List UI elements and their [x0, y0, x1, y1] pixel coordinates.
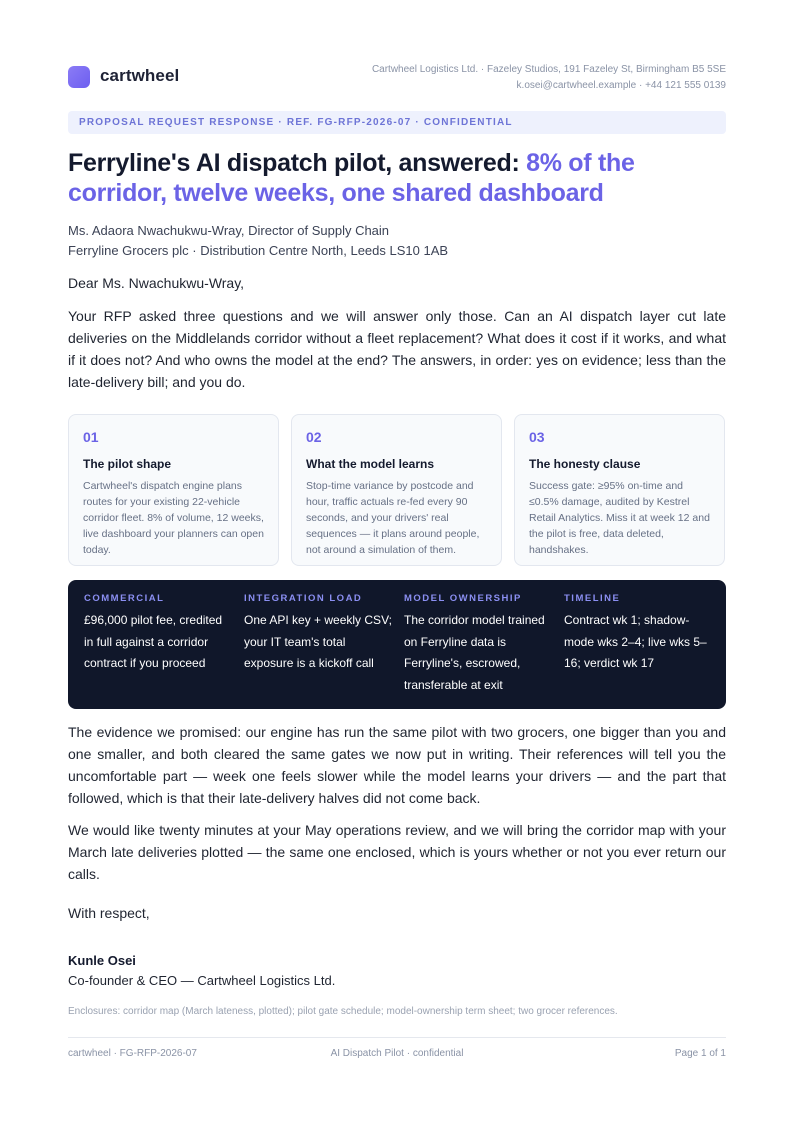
- title-accent: 8% of the corridor, twelve weeks, one shared dashboard: [68, 149, 635, 207]
- recipient-block: [68, 221, 448, 261]
- term-label: INTEGRATION LOAD: [244, 593, 363, 604]
- footer-reference: cartwheel · FG-RFP-2026-07: [68, 1048, 197, 1059]
- page-title: [68, 148, 726, 208]
- term-integration: [244, 593, 394, 675]
- reference-ribbon: PROPOSAL REQUEST RESPONSE · REF. FG-RFP-2026-07 · CONFIDENTIAL: [68, 111, 726, 134]
- salutation: Dear Ms. Nwachukwu-Wray,: [68, 275, 245, 291]
- recipient-name: Ms. Adaora Nwachukwu-Wray, Director of Supply Chain: [68, 223, 390, 238]
- sender-contact: k.osei@cartwheel.example · +44 121 555 0139: [516, 80, 726, 91]
- term-label: MODEL OWNERSHIP: [404, 593, 522, 604]
- terms-band: [68, 580, 726, 709]
- card-number: 02: [306, 429, 322, 445]
- card-body: Stop-time variance by postcode and hour, traffic actuals re-fed every 90 seconds, and your drivers' real sequences — it plans around people, not around a simulation of them.: [306, 480, 480, 556]
- term-text: The corridor model trained on Ferryline data is Ferryline's, escrowed, transferable at exit: [404, 613, 545, 692]
- card-title: The pilot shape: [83, 457, 172, 471]
- term-commercial: [84, 593, 234, 675]
- signatory-role: Co-founder & CEO — Cartwheel Logistics Ltd.: [68, 973, 336, 988]
- card-title: The honesty clause: [529, 457, 641, 471]
- page-footer: [68, 1048, 726, 1062]
- recipient-address: Ferryline Grocers plc · Distribution Centre North, Leeds LS10 1AB: [68, 243, 449, 258]
- term-text: Contract wk 1; shadow-mode wks 2–4; live wks 5–16; verdict wk 17: [564, 613, 707, 670]
- card-model-learns: [291, 414, 502, 566]
- term-label: TIMELINE: [564, 593, 621, 604]
- term-text: One API key + weekly CSV; your IT team's total exposure is a kickoff call: [244, 613, 392, 670]
- card-body: Success gate: ≥95% on-time and ≤0.5% damage, audited by Kestrel Retail Analytics. Miss it at week 12 and the pilot is free, data deleted, handshakes.: [529, 480, 710, 556]
- card-title: What the model learns: [306, 457, 435, 471]
- enclosures-note: Enclosures: corridor map (March lateness, plotted); pilot gate schedule; model-ownership term sheet; two grocer references.: [68, 1006, 618, 1017]
- term-label: COMMERCIAL: [84, 593, 165, 604]
- card-body: Cartwheel's dispatch engine plans routes for your existing 22-vehicle corridor fleet. 8% of volume, 12 weeks, live dashboard your planners can open today.: [83, 480, 264, 556]
- card-number: 01: [83, 429, 99, 445]
- sender-address: Cartwheel Logistics Ltd. · Fazeley Studios, 191 Fazeley St, Birmingham B5 5SE: [371, 64, 726, 75]
- signatory-name: Kunle Osei: [68, 953, 136, 968]
- brand-name: cartwheel: [100, 66, 180, 85]
- term-timeline: [564, 593, 712, 675]
- evidence-paragraph: The evidence we promised: our engine has run the same pilot with two grocers, one bigger than you and one smaller, and both cleared the same gates we now put in writing. Their references will tell you the uncomfortable part — week one feels slower while the model learns your drivers — and the part that followed, which is that their late-delivery halves did not come back.: [68, 724, 726, 806]
- card-pilot-shape: [68, 414, 279, 566]
- footer-divider: [68, 1037, 726, 1038]
- footer-title: AI Dispatch Pilot · confidential: [330, 1048, 464, 1059]
- summary-cards: [68, 414, 726, 566]
- card-number: 03: [529, 429, 545, 445]
- term-text: £96,000 pilot fee, credited in full against a corridor contract if you proceed: [84, 613, 223, 670]
- letterhead: [68, 62, 726, 102]
- intro-paragraph: Your RFP asked three questions and we will answer only those. Can an AI dispatch layer cut late deliveries on the Middlelands corridor without a fleet replacement? What does it cost if it works, and what if it does not? And who owns the model at the end? The answers, in order: yes on evidence; less than the late-delivery bill; and you do.: [68, 308, 726, 390]
- ask-paragraph: We would like twenty minutes at your May operations review, and we will bring the corridor map with your March late deliveries plotted — the same one enclosed, which is yours whether or not you ever return our calls.: [68, 822, 726, 882]
- card-honesty-clause: [514, 414, 725, 566]
- title-lead: Ferryline's AI dispatch pilot, answered:: [68, 149, 527, 177]
- logo-icon: [68, 66, 90, 88]
- page-number: Page 1 of 1: [674, 1048, 726, 1059]
- signoff: With respect,: [68, 905, 150, 921]
- term-ownership: [404, 593, 554, 696]
- sender-details: [372, 62, 726, 94]
